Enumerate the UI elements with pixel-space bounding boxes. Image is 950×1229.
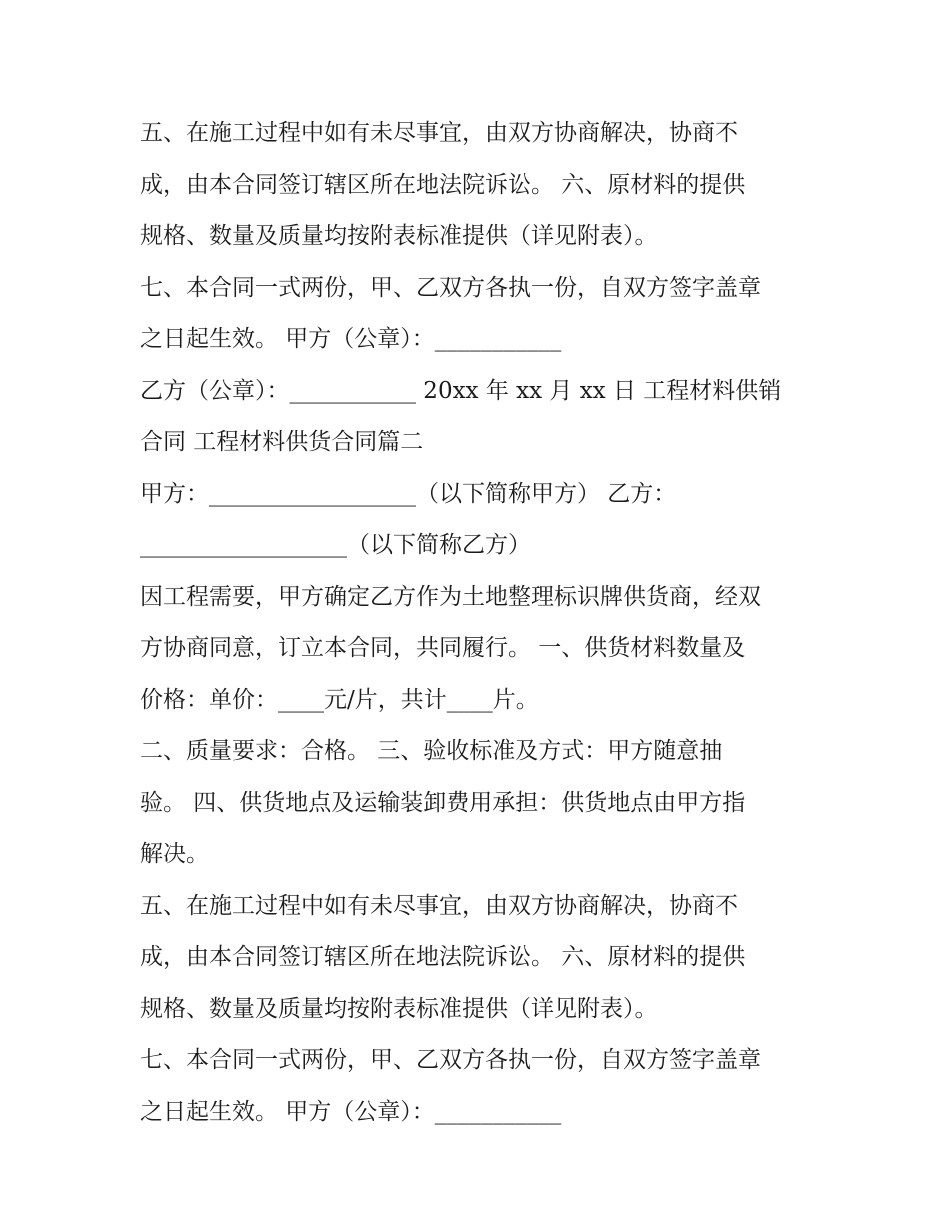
text-line: 之日起生效。 甲方（公章）：___________ — [140, 326, 562, 352]
paragraph-supply-quantity-price — [140, 572, 830, 727]
text-line: 价格：单价：____元/片，共计____片。 — [140, 686, 539, 713]
text-line: 规格、数量及质量均按附表标准提供（详见附表）。 — [140, 995, 658, 1022]
text-line: 方协商同意，订立本合同，共同履行。 一、供货材料数量及 — [140, 635, 746, 661]
text-line: __________________（以下简称乙方） — [140, 532, 531, 558]
text-line: 成，由本合同签订辖区所在地法院诉讼。 六、原材料的提供 — [140, 944, 746, 970]
text-line: 因工程需要，甲方确定乙方作为土地整理标识牌供货商，经双 — [140, 583, 761, 610]
text-line: 验。 四、供货地点及运输装卸费用承担：供货地点由甲方指 — [140, 789, 746, 816]
contract-body — [140, 108, 830, 1138]
text-line: 五、在施工过程中如有未尽事宜，由双方协商解决，协商不 — [140, 892, 738, 919]
text-line: 甲方：__________________（以下简称甲方） 乙方： — [140, 480, 677, 507]
paragraph-parties — [140, 469, 830, 572]
text-line: 之日起生效。 甲方（公章）：___________ — [140, 1098, 562, 1125]
paragraph-copies-effective-repeat — [140, 1035, 830, 1138]
text-line: 二、质量要求：合格。 三、验收标准及方式：甲方随意抽 — [140, 738, 723, 764]
paragraph-dispute-resolution — [140, 108, 830, 263]
text-line: 解决。 — [140, 841, 209, 867]
paragraph-dispute-resolution-repeat — [140, 881, 830, 1036]
text-line: 乙方（公章）：___________ 20xx 年 xx 月 xx 日 工程材料供销 — [140, 377, 782, 404]
text-line: 规格、数量及质量均按附表标准提供（详见附表）。 — [140, 223, 658, 249]
paragraph-copies-effective — [140, 263, 830, 366]
paragraph-party-b-seal-date — [140, 366, 830, 469]
text-line: 合同 工程材料供货合同篇二 — [140, 429, 424, 455]
text-line: 五、在施工过程中如有未尽事宜，由双方协商解决，协商不 — [140, 120, 738, 146]
paragraph-quality-acceptance — [140, 726, 830, 881]
text-line: 成，由本合同签订辖区所在地法院诉讼。 六、原材料的提供 — [140, 171, 746, 198]
text-line: 七、本合同一式两份，甲、乙双方各执一份，自双方签字盖章 — [140, 274, 761, 301]
text-line: 七、本合同一式两份，甲、乙双方各执一份，自双方签字盖章 — [140, 1047, 761, 1073]
